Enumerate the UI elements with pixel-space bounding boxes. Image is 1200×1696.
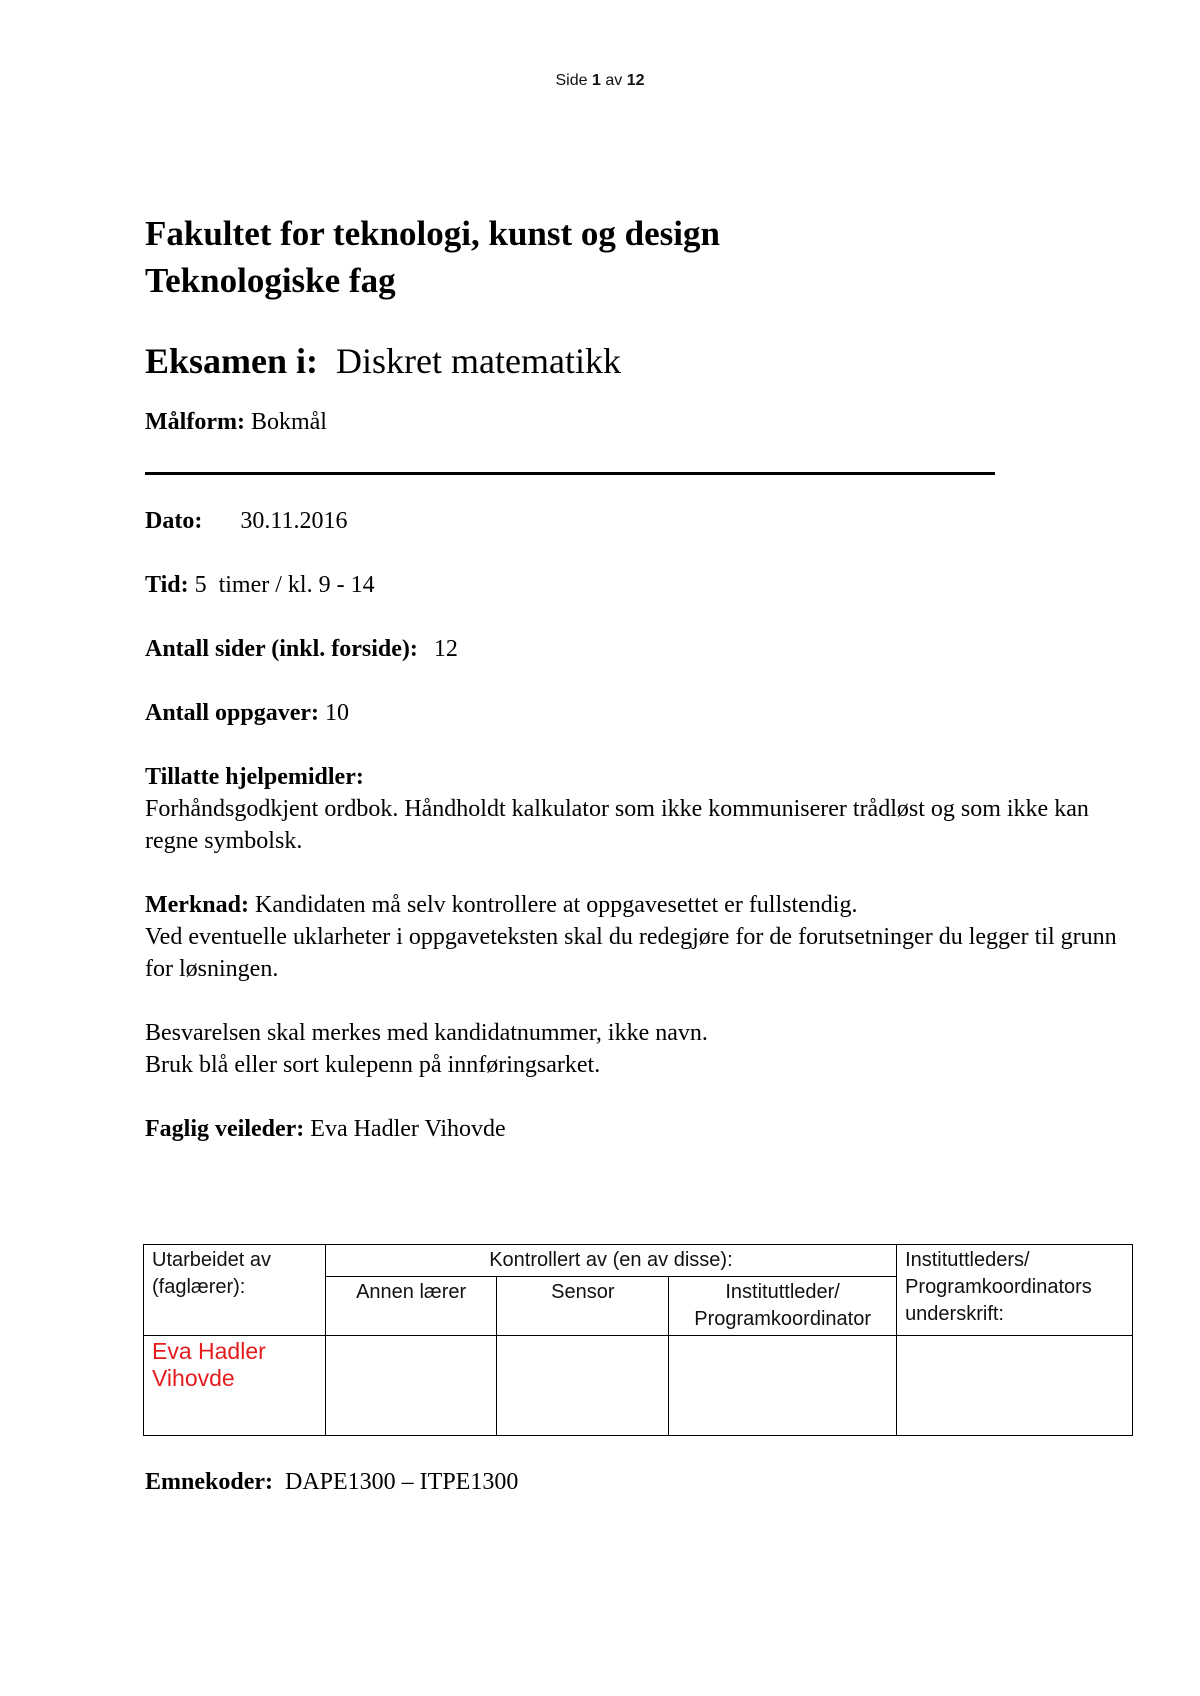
sider-label: Antall sider (inkl. forside):	[145, 636, 418, 662]
sensor-header: Sensor	[497, 1277, 669, 1336]
dato-label: Dato:	[145, 508, 203, 534]
oppgaver-label: Antall oppgaver:	[145, 700, 319, 726]
signature-label-2: Programkoordinators	[905, 1276, 1092, 1298]
institute-leader-signature-cell[interactable]	[669, 1336, 897, 1436]
author-name-line2: Vihovde	[152, 1365, 235, 1391]
document-body	[145, 210, 1135, 1145]
course-codes	[145, 1466, 518, 1498]
author-name-line1: Eva Hadler	[152, 1338, 266, 1364]
horizontal-divider	[145, 472, 995, 475]
prepared-by-label: Utarbeidet av	[152, 1249, 271, 1271]
author-name-cell	[144, 1336, 326, 1436]
besvarelse-line1: Besvarelsen skal merkes med kandidatnummer, ikke navn.	[145, 1020, 708, 1046]
malform-value: Bokmål	[250, 409, 327, 435]
remark	[145, 889, 1135, 985]
prepared-by-header	[144, 1245, 326, 1336]
malform-label: Målform:	[145, 409, 245, 435]
merknad-line1: Kandidaten må selv kontrollere at oppgavesettet er fullstendig.	[255, 892, 858, 918]
exam-heading	[145, 338, 1135, 384]
exam-subject: Diskret matematikk	[336, 341, 621, 381]
tid-label: Tid:	[145, 572, 189, 598]
institute-leader-label: Instituttleder/	[725, 1281, 840, 1303]
exam-label: Eksamen i:	[145, 341, 319, 381]
leader-signature-cell[interactable]	[897, 1336, 1133, 1436]
answer-instructions	[145, 1017, 1135, 1081]
exam-date	[145, 505, 1135, 537]
program-coordinator-label: Programkoordinator	[694, 1308, 871, 1330]
table-row	[144, 1336, 1133, 1436]
signature-label-3: underskrift:	[905, 1303, 1004, 1325]
dato-value: 30.11.2016	[240, 508, 348, 534]
exam-time	[145, 569, 1135, 601]
other-teacher-header: Annen lærer	[325, 1277, 497, 1336]
besvarelse-line2: Bruk blå eller sort kulepenn på innføringsarket.	[145, 1052, 601, 1078]
page-current: 1	[591, 72, 601, 89]
page-of: av	[605, 72, 623, 89]
prepared-by-sublabel: (faglærer):	[152, 1276, 246, 1298]
language-form	[145, 406, 1135, 438]
faculty-title: Fakultet for teknologi, kunst og design	[145, 214, 720, 253]
signature-table	[143, 1244, 1133, 1436]
merknad-line2: Ved eventuelle uklarheter i oppgaveteksten skal du redegjøre for de forutsetninger du legger til grunn for løsningen.	[145, 924, 1117, 982]
other-teacher-signature-cell[interactable]	[325, 1336, 497, 1436]
page-count	[145, 633, 1135, 665]
merknad-label: Merknad:	[145, 892, 249, 918]
allowed-aids	[145, 761, 1135, 857]
page-total: 12	[626, 72, 645, 89]
page-prefix: Side	[555, 72, 588, 89]
hjelpemidler-label: Tillatte hjelpemidler:	[145, 764, 364, 790]
tid-value: 5 timer / kl. 9 - 14	[194, 572, 375, 598]
veileder-label: Faglig veileder:	[145, 1116, 305, 1142]
task-count	[145, 697, 1135, 729]
signature-header	[897, 1245, 1133, 1336]
page-number-header	[0, 72, 1200, 90]
department-title: Teknologiske fag	[145, 261, 396, 300]
emnekoder-label: Emnekoder:	[145, 1469, 273, 1495]
oppgaver-value: 10	[325, 700, 349, 726]
signature-label-1: Instituttleders/	[905, 1249, 1030, 1271]
checked-by-header: Kontrollert av (en av disse):	[325, 1245, 896, 1277]
institute-leader-header	[669, 1277, 897, 1336]
sider-value: 12	[433, 636, 458, 662]
table-row	[144, 1245, 1133, 1277]
emnekoder-value: DAPE1300 – ITPE1300	[285, 1469, 519, 1495]
hjelpemidler-text: Forhåndsgodkjent ordbok. Håndholdt kalkulator som ikke kommuniserer trådløst og som ikke kan regne symbolsk.	[145, 796, 1089, 854]
veileder-value: Eva Hadler Vihovde	[310, 1116, 506, 1142]
sensor-signature-cell[interactable]	[497, 1336, 669, 1436]
supervisor	[145, 1113, 1135, 1145]
